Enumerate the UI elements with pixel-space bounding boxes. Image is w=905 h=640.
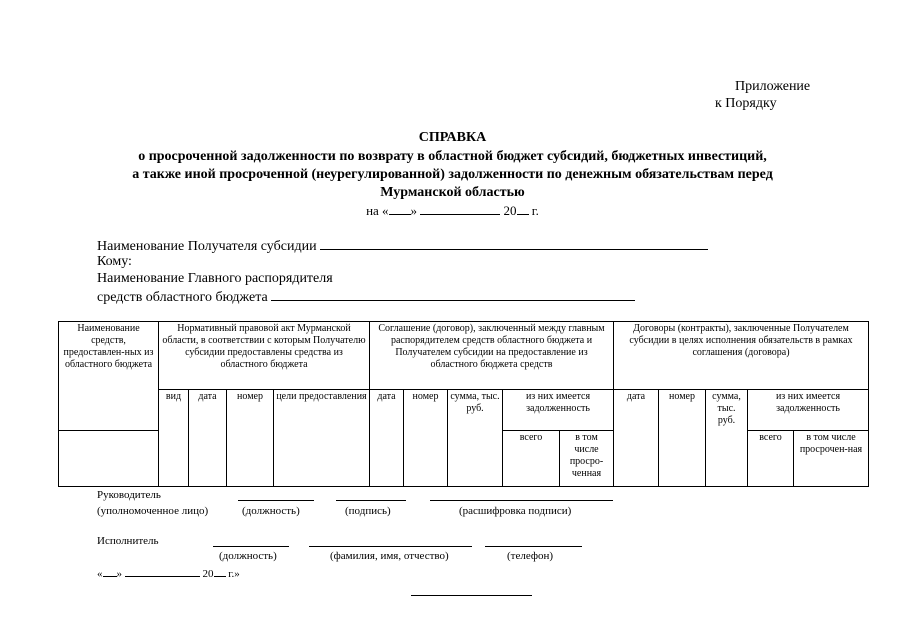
cell-agr-sum (448, 431, 503, 487)
header-con-debt: из них имеется задолженность (748, 390, 869, 431)
header-con-sum: сумма, тыс. руб. (706, 390, 748, 431)
header-act-number: номер (227, 390, 274, 431)
title-date: на « » 20 г. (366, 203, 539, 218)
title-line-1: о просроченной задолженности по возврату в областной бюджет субсидий, бюджетных инвестиций, (138, 149, 767, 164)
exec-name-caption: (фамилия, имя, отчество) (330, 550, 449, 562)
cell-agr-number (404, 431, 448, 487)
header-act-date: дата (189, 390, 227, 431)
header-agr-overdue: в том числе просро-ченная (560, 431, 614, 487)
to-label: Кому: (97, 254, 132, 269)
position-caption: (должность) (242, 505, 300, 517)
signature-date: « » 20 г.» (97, 568, 240, 580)
header-contracts: Договоры (контракты), заключенные Получателем субсидии в целях исполнения обязательств в рамках соглашения (договора) (614, 322, 869, 390)
cell-act-number (227, 431, 274, 487)
head-label-2: (уполномоченное лицо) (97, 505, 209, 517)
header-agreement: Соглашение (договор), заключенный между главным распорядителем средств областного бюджета и Получателем субсидии на предоставление из областного бюджета средств (370, 322, 614, 390)
head-label: Руководитель (97, 489, 161, 501)
header-source: Наименование средств, предоставлен-ных из областного бюджета (59, 322, 159, 431)
executor-label: Исполнитель (97, 535, 159, 547)
exec-name-line (309, 546, 472, 547)
manager-field (97, 287, 635, 307)
appendix-label: Приложение (735, 79, 811, 94)
title-line-3: Мурманской областью (380, 185, 525, 200)
cell-con-sum (706, 431, 748, 487)
manager-label-2: средств областного бюджета (97, 290, 268, 305)
sign-line (336, 500, 406, 501)
header-act-type: вид (159, 390, 189, 431)
sign-caption: (подпись) (345, 505, 391, 517)
header-legal-act: Нормативный правовой акт Мурманской области, в соответствии с которым Получателю субсидии предоставлены средства из областного бюджета (159, 322, 370, 390)
cell-act-date (189, 431, 227, 487)
manager-line (271, 287, 635, 301)
cell-con-number (659, 431, 706, 487)
exec-position-line (213, 546, 289, 547)
title-line-2: а также иной просроченной (неурегулированной) задолженности по денежным обязательствам перед (132, 167, 773, 182)
header-con-date: дата (614, 390, 659, 431)
exec-position-caption: (должность) (219, 550, 277, 562)
debt-table (58, 321, 869, 487)
header-agr-sum: сумма, тыс. руб. (448, 390, 503, 431)
header-act-purpose: цели предоставления (274, 390, 370, 431)
cell-source (59, 431, 159, 487)
recipient-line (320, 236, 708, 250)
cell-con-date (614, 431, 659, 487)
exec-phone-line (485, 546, 582, 547)
recipient-label: Наименование Получателя субсидии (97, 239, 317, 254)
end-divider (411, 595, 532, 596)
header-agr-number: номер (404, 390, 448, 431)
document-title: СПРАВКА (418, 130, 487, 145)
header-con-total: всего (748, 431, 794, 487)
cell-act-purpose (274, 431, 370, 487)
recipient-field (97, 236, 708, 256)
header-con-number: номер (659, 390, 706, 431)
position-line (238, 500, 314, 501)
cell-agr-date (370, 431, 404, 487)
header-con-overdue: в том числе просрочен-ная (794, 431, 869, 487)
decode-line (430, 500, 613, 501)
decode-caption: (расшифровка подписи) (459, 505, 572, 517)
exec-phone-caption: (телефон) (507, 550, 554, 562)
cell-act-type (159, 431, 189, 487)
header-agr-total: всего (503, 431, 560, 487)
manager-label-1: Наименование Главного распорядителя (97, 271, 333, 286)
appendix-order: к Порядку (715, 96, 777, 111)
header-agr-debt: из них имеется задолженность (503, 390, 614, 431)
header-agr-date: дата (370, 390, 404, 431)
